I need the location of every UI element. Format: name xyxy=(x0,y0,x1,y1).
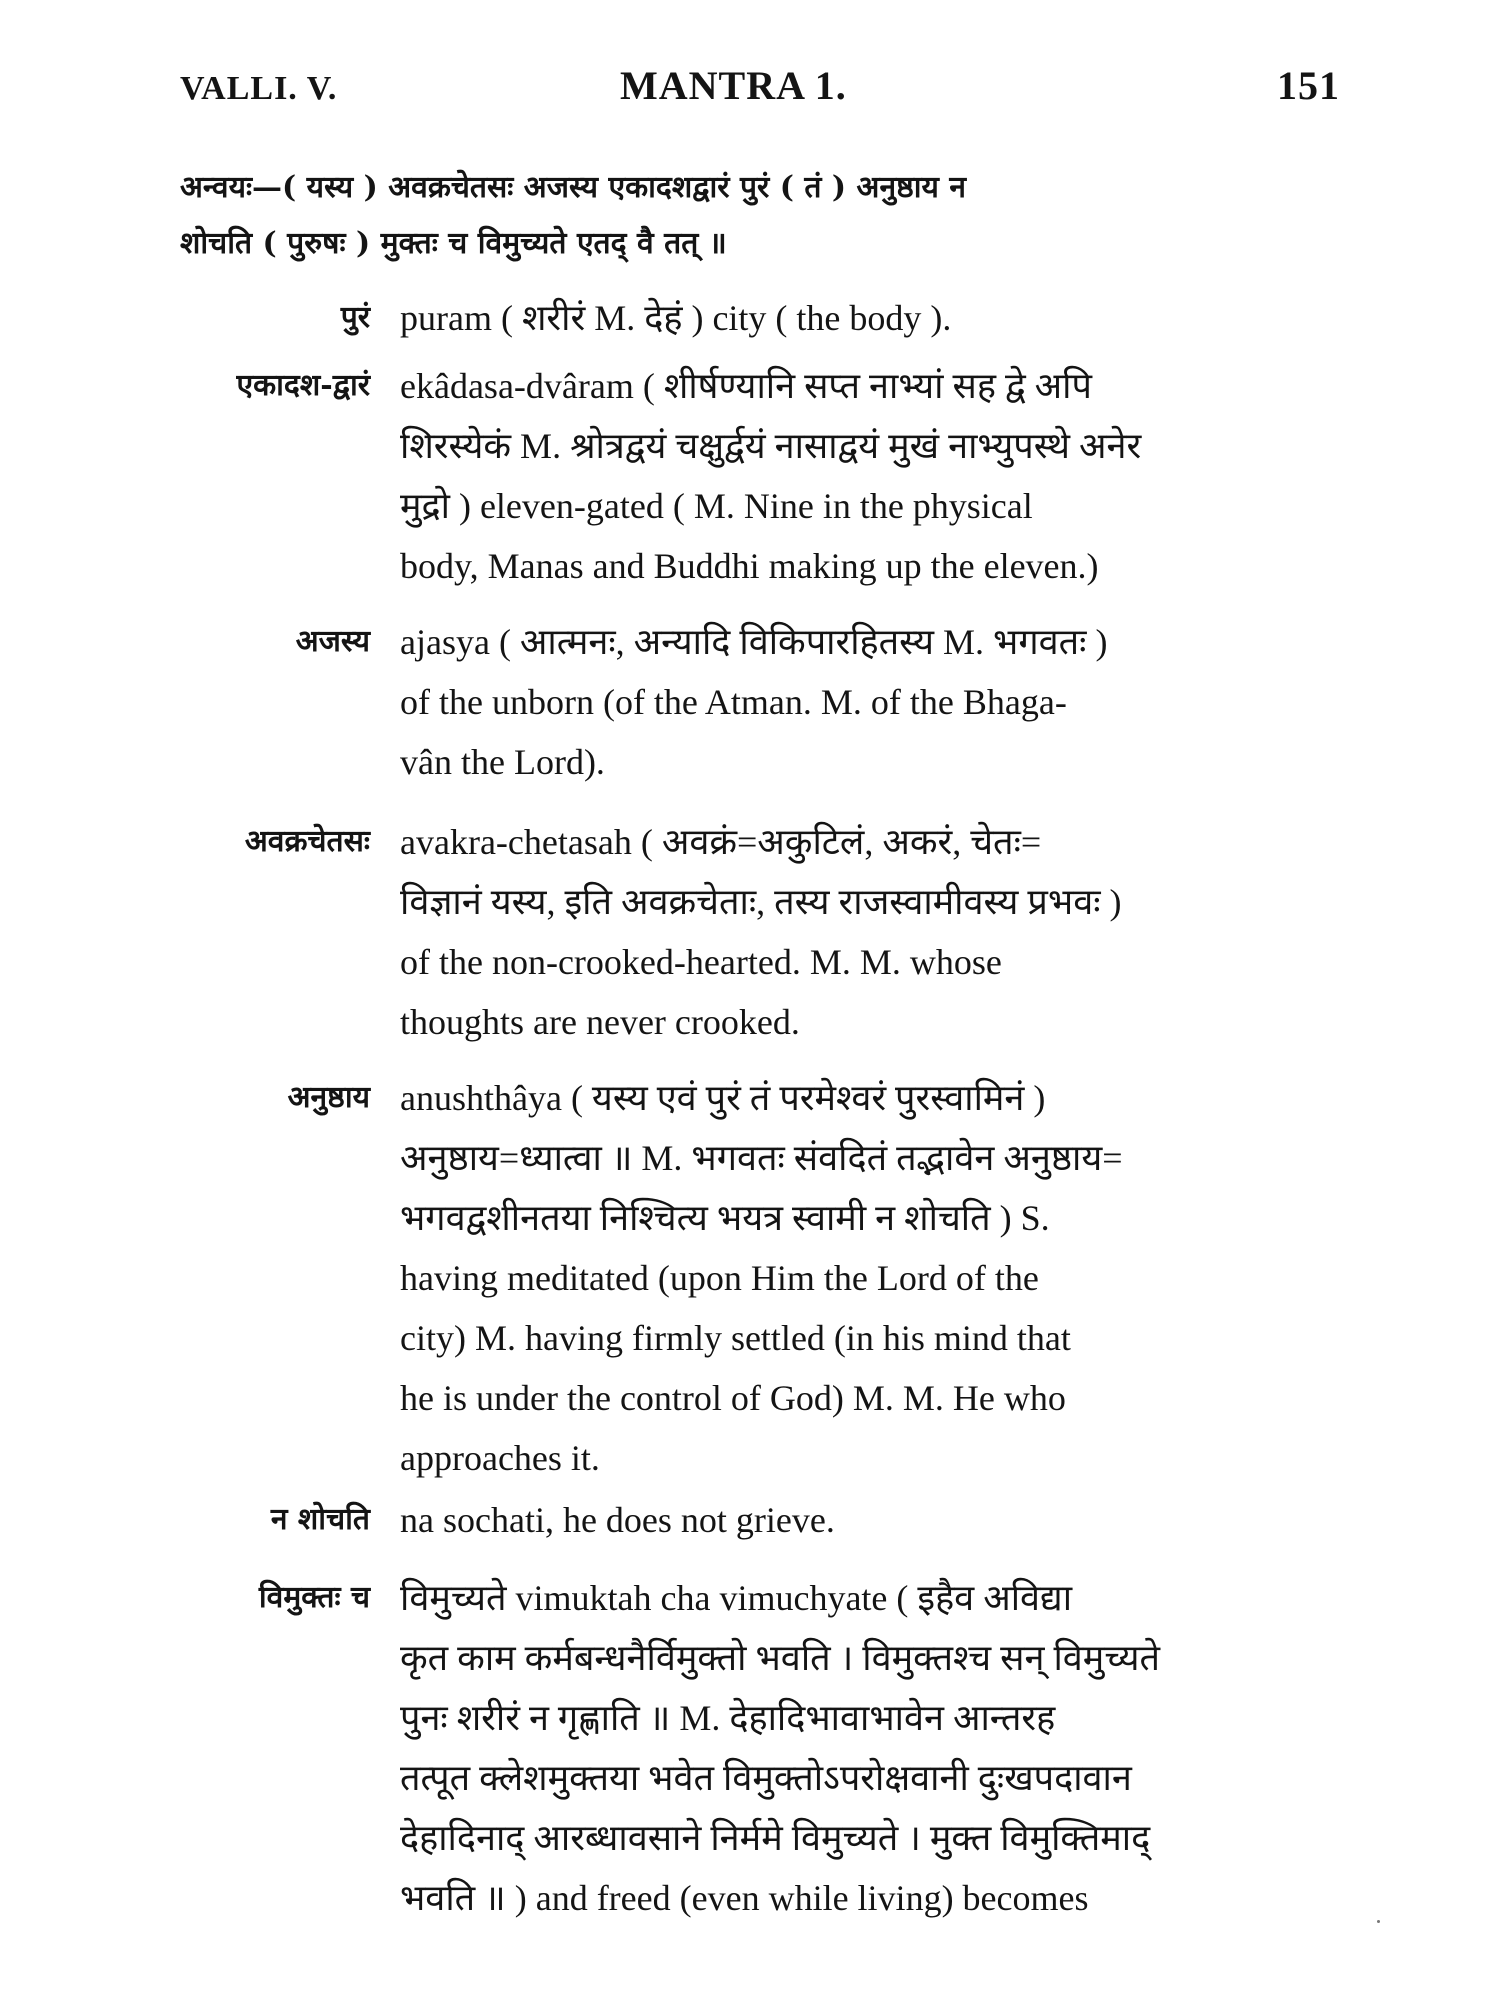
scan-speck xyxy=(1377,1920,1380,1923)
gloss-line: अनुष्ठाय=ध्यात्वा ॥ M. भगवतः संवदितं तद्भावेन अनुष्ठाय= xyxy=(400,1138,1123,1178)
gloss-body xyxy=(400,288,1330,348)
gloss-line: तत्पूत क्लेशमुक्तया भवेत विमुक्तोऽपरोक्षवानी दुःखपदावान xyxy=(400,1758,1132,1798)
gloss-line: approaches it. xyxy=(400,1438,600,1478)
gloss-headword: अजस्य xyxy=(295,624,370,659)
anvaya-line: शोचति ( पुरुषः ) मुक्तः च विमुच्यते एतद् वै तत् ॥ xyxy=(180,226,727,261)
gloss-line: देहादिनाद् आरब्धावसाने निर्ममे विमुच्यते । मुक्त विमुक्तिमाद् xyxy=(400,1818,1151,1858)
anvaya-paragraph xyxy=(180,160,1340,272)
page-number: 151 xyxy=(1277,63,1340,108)
gloss-line: having meditated (upon Him the Lord of the xyxy=(400,1258,1039,1298)
gloss-line: ekâdasa-dvâram ( शीर्षण्यानि सप्त नाभ्यां सह द्वे अपि xyxy=(400,366,1092,406)
gloss-body xyxy=(400,1568,1330,1928)
running-head-left: VALLI. V. xyxy=(180,70,338,107)
anvaya-line: अन्वयः—( यस्य ) अवक्रचेतसः अजस्य एकादशद्वारं पुरं ( तं ) अनुष्ठाय न xyxy=(180,170,967,205)
gloss-line: anushthâya ( यस्य एवं पुरं तं परमेश्वरं पुरस्वामिनं ) xyxy=(400,1078,1046,1118)
gloss-line: of the unborn (of the Atman. M. of the Bhaga- xyxy=(400,682,1067,722)
gloss-line: puram ( शरीरं M. देहं ) city ( the body ). xyxy=(400,298,952,338)
gloss-line: विमुच्यते vimuktah cha vimuchyate ( इहैव अविद्या xyxy=(400,1578,1073,1618)
gloss-line: thoughts are never crooked. xyxy=(400,1002,800,1042)
gloss-line: विज्ञानं यस्य, इति अवक्रचेताः, तस्य राजस्वामीवस्य प्रभवः ) xyxy=(400,882,1122,922)
gloss-line: शिरस्येकं M. श्रोत्रद्वयं चक्षुर्द्वयं नासाद्वयं मुखं नाभ्युपस्थे अनेर xyxy=(400,426,1142,466)
gloss-line: ajasya ( आत्मनः, अन्यादि विकिपारहितस्य M. भगवतः ) xyxy=(400,622,1108,662)
gloss-line: कृत काम कर्मबन्धनैर्विमुक्तो भवति । विमुक्तश्च सन् विमुच्यते xyxy=(400,1638,1160,1678)
running-head-title: MANTRA 1. xyxy=(620,63,847,108)
gloss-body xyxy=(400,1490,1330,1550)
gloss-line: city) M. having firmly settled (in his mind that xyxy=(400,1318,1071,1358)
gloss-body xyxy=(400,612,1330,792)
gloss-line: body, Manas and Buddhi making up the eleven.) xyxy=(400,546,1099,586)
gloss-headword: एकादश-द्वारं xyxy=(236,368,370,403)
gloss-body xyxy=(400,1068,1330,1488)
gloss-headword: विमुक्तः च xyxy=(258,1580,370,1615)
gloss-headword: अवक्रचेतसः xyxy=(244,824,370,859)
gloss-line: मुद्रो ) eleven-gated ( M. Nine in the physical xyxy=(400,486,1033,526)
gloss-line: avakra-chetasah ( अवक्रं=अकुटिलं, अकरं, चेतः= xyxy=(400,822,1042,862)
page-header xyxy=(180,62,1340,122)
gloss-line: भवति ॥ ) and freed (even while living) becomes xyxy=(400,1878,1089,1918)
gloss-body xyxy=(400,356,1330,596)
gloss-headword: न शोचति xyxy=(270,1502,370,1537)
gloss-line: na sochati, he does not grieve. xyxy=(400,1500,835,1540)
gloss-line: पुनः शरीरं न गृह्णाति ॥ M. देहादिभावाभावेन आन्तरह xyxy=(400,1698,1056,1738)
gloss-line: vân the Lord). xyxy=(400,742,605,782)
gloss-body xyxy=(400,812,1330,1052)
gloss-line: of the non-crooked-hearted. M. M. whose xyxy=(400,942,1002,982)
gloss-line: भगवद्वशीनतया निश्चित्य भयत्र स्वामी न शोचति ) S. xyxy=(400,1198,1050,1238)
gloss-line: he is under the control of God) M. M. He who xyxy=(400,1378,1066,1418)
gloss-headword: पुरं xyxy=(340,300,370,335)
gloss-headword: अनुष्ठाय xyxy=(287,1080,370,1115)
